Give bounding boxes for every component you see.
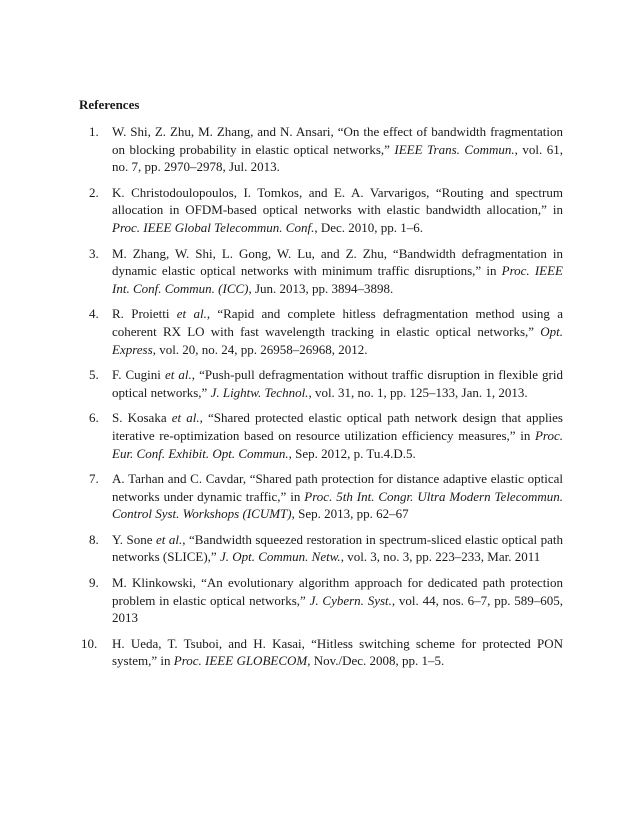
- reference-segment: A. Tarhan and C. Cavdar, “Shared path protection for distance adaptive elastic optical networks under dynamic traffic,” in: [112, 471, 563, 504]
- reference-venue: J. Lightw. Technol.: [210, 384, 309, 400]
- reference-segment: F. Cugini: [112, 367, 165, 383]
- reference-item: [79, 305, 563, 358]
- reference-segment: , Sep. 2013, pp. 62–67: [291, 506, 409, 522]
- reference-item: [79, 366, 563, 401]
- reference-number: 10.: [81, 635, 98, 651]
- reference-number: 1.: [89, 124, 99, 139]
- reference-segment: , vol. 31, no. 1, pp. 125–133, Jan. 1, 2013.: [308, 384, 528, 400]
- reference-venue: Proc. IEEE Global Telecommun. Conf.: [112, 219, 315, 235]
- reference-segment: S. Kosaka: [112, 410, 172, 426]
- reference-segment: , Dec. 2010, pp. 1–6.: [314, 219, 424, 235]
- reference-segment: R. Proietti: [112, 306, 177, 322]
- reference-number: 5.: [89, 367, 99, 383]
- reference-segment: K. Christodoulopoulos, I. Tomkos, and E. A. Varvarigos, “Routing and spectrum allocation in OFDM-based optical networks with elastic bandwidth allocation,” in: [112, 184, 563, 218]
- reference-number: 8.: [89, 531, 99, 547]
- reference-segment: , vol. 61, no. 7, pp. 2970–2978, Jul. 2013.: [112, 141, 563, 175]
- reference-text: [112, 471, 563, 521]
- reference-number: 6.: [89, 410, 99, 426]
- reference-list: [79, 123, 563, 678]
- reference-text: [112, 306, 563, 356]
- reference-item: [79, 574, 563, 627]
- reference-segment: , “Push-pull defragmentation without traffic disruption in flexible grid optical networks,”: [112, 367, 563, 400]
- reference-text: [112, 636, 563, 669]
- reference-segment: , “Shared protected elastic optical path network design that applies iterative re-optimization based on resource utilization efficiency measures,” in: [112, 410, 563, 443]
- reference-number: 2.: [89, 184, 99, 200]
- reference-venue: Proc. Eur. Conf. Exhibit. Opt. Commun.: [112, 427, 563, 461]
- reference-segment: H. Ueda, T. Tsuboi, and H. Kasai, “Hitless switching scheme for protected PON system,” in: [112, 635, 563, 669]
- reference-text: [112, 532, 563, 565]
- reference-segment: , Jun. 2013, pp. 3894–3898.: [248, 280, 394, 296]
- reference-segment: , Sep. 2012, p. Tu.4.D.5.: [288, 445, 416, 461]
- reference-number: 9.: [89, 575, 99, 591]
- reference-venue: et al.: [164, 367, 192, 383]
- reference-segment: , Nov./Dec. 2008, pp. 1–5.: [307, 653, 445, 669]
- reference-venue: IEEE Trans. Commun.: [394, 141, 515, 157]
- reference-venue: J. Cybern. Syst.: [309, 592, 392, 608]
- reference-number: 3.: [89, 245, 99, 261]
- reference-number: 7.: [89, 471, 99, 487]
- reference-venue: Opt. Express: [112, 323, 563, 357]
- reference-segment: W. Shi, Z. Zhu, M. Zhang, and N. Ansari, “On the effect of bandwidth fragmentation on blocking probability in elastic optical networks,”: [112, 124, 563, 157]
- reference-text: [112, 185, 563, 235]
- reference-item: [79, 531, 563, 566]
- reference-text: [112, 246, 563, 296]
- reference-segment: , “Bandwidth squeezed restoration in spectrum-sliced elastic optical path networks (SLICE),”: [112, 531, 564, 565]
- reference-venue: Proc. IEEE Int. Conf. Commun. (ICC): [112, 263, 563, 296]
- reference-segment: M. Zhang, W. Shi, L. Gong, W. Lu, and Z. Zhu, “Bandwidth defragmentation in dynamic elastic optical networks with minimum traffic disruptions,” in: [112, 245, 563, 279]
- reference-text: [112, 575, 563, 625]
- reference-segment: , “Rapid and complete hitless defragmentation method using a coherent RX LO with fast wavelength tracking in elastic optical networks,”: [112, 306, 563, 339]
- reference-number: 4.: [89, 306, 99, 322]
- reference-venue: et al.: [171, 410, 200, 426]
- reference-venue: Proc. 5th Int. Congr. Ultra Modern Telecommun. Control Syst. Workshops (ICUMT): [112, 488, 563, 522]
- reference-segment: , vol. 20, no. 24, pp. 26958–26968, 2012.: [152, 341, 368, 357]
- reference-item: [79, 470, 563, 523]
- reference-segment: , vol. 44, nos. 6–7, pp. 589–605, 2013: [112, 592, 563, 626]
- reference-item: [79, 409, 563, 462]
- reference-item: [79, 184, 563, 237]
- reference-item: [79, 123, 563, 176]
- reference-venue: et al.: [176, 306, 207, 322]
- reference-venue: Proc. IEEE GLOBECOM: [173, 653, 308, 669]
- reference-venue: J. Opt. Commun. Netw.: [219, 549, 341, 565]
- reference-segment: M. Klinkowski, “An evolutionary algorithm approach for dedicated path protection problem in elastic optical networks,”: [112, 575, 563, 608]
- reference-text: [112, 124, 563, 174]
- reference-text: [112, 410, 563, 460]
- reference-text: [112, 367, 563, 400]
- reference-segment: Y. Sone: [112, 531, 156, 547]
- reference-item: [79, 635, 563, 670]
- reference-segment: , vol. 3, no. 3, pp. 223–233, Mar. 2011: [340, 549, 541, 565]
- references-heading: References: [79, 97, 140, 112]
- reference-item: [79, 245, 563, 298]
- reference-venue: et al.: [155, 531, 183, 547]
